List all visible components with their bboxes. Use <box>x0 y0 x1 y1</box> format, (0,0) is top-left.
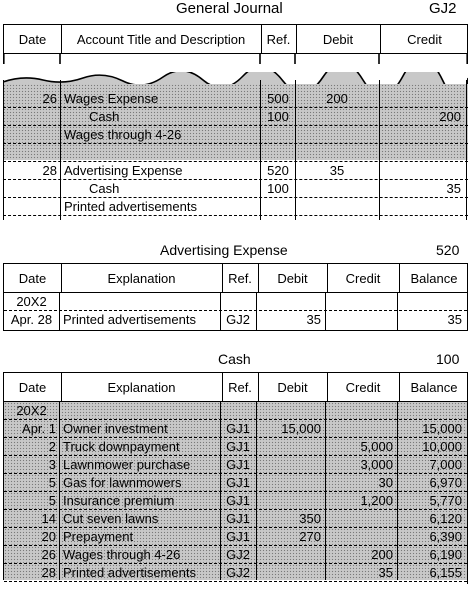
journal-date: 26 <box>42 91 57 106</box>
cash-row <box>4 456 467 474</box>
cash-ref: GJ2 <box>226 547 250 562</box>
cash-date: 2 <box>48 439 56 454</box>
journal-debit <box>295 180 379 198</box>
advertising-ref: GJ2 <box>226 312 250 327</box>
journal-date: 28 <box>42 163 57 178</box>
journal-credit <box>379 144 461 162</box>
cash-date: 20 <box>41 529 56 544</box>
cash-ref: GJ2 <box>226 565 250 580</box>
cash-balance: 6,155 <box>429 565 462 580</box>
cash-date: 5 <box>48 475 56 490</box>
cash-balance: 15,000 <box>422 421 462 436</box>
journal-account: Wages through 4-26 <box>64 127 182 142</box>
cash-debit <box>256 564 321 582</box>
cash-explanation <box>63 402 219 420</box>
journal-ref <box>261 126 295 144</box>
journal-page-ref: GJ2 <box>429 0 457 17</box>
cash-ref: GJ1 <box>226 493 250 508</box>
journal-date <box>3 108 57 126</box>
cash-ref: GJ1 <box>226 457 250 472</box>
cash-credit <box>325 510 393 528</box>
journal-account: Wages Expense <box>64 91 159 106</box>
cash-explanation: Truck downpayment <box>63 439 180 454</box>
journal-header-row <box>3 24 468 54</box>
cash-date: 20X2 <box>16 403 47 418</box>
cash-credit <box>325 402 393 420</box>
cash-row <box>4 438 467 456</box>
cash-ref <box>220 402 256 420</box>
cash-debit <box>256 438 321 456</box>
advertising-date: 20X2 <box>16 294 47 309</box>
journal-header-ref: Ref. <box>266 31 291 47</box>
advertising-ref <box>220 293 256 311</box>
cash-row <box>4 510 467 528</box>
advertising-balance: 35 <box>447 312 462 327</box>
advertising-balance <box>397 293 462 311</box>
journal-rows <box>3 90 468 220</box>
cash-header-explanation: Explanation <box>107 379 176 395</box>
cash-explanation: Insurance premium <box>63 493 175 508</box>
journal-debit <box>295 198 379 216</box>
cash-credit: 200 <box>371 547 393 562</box>
advertising-body <box>3 293 468 331</box>
cash-date: 5 <box>48 493 56 508</box>
advertising-explanation: Printed advertisements <box>63 312 196 327</box>
journal-row <box>3 108 468 126</box>
journal-row <box>3 162 468 180</box>
journal-account: Advertising Expense <box>64 163 183 178</box>
advertising-row <box>4 293 467 311</box>
journal-credit <box>379 90 461 108</box>
cash-balance <box>397 402 462 420</box>
cash-explanation: Lawnmower purchase <box>63 457 191 472</box>
journal-account: Cash <box>89 109 120 124</box>
cash-credit: 30 <box>378 475 393 490</box>
cash-header-balance: Balance <box>410 379 458 395</box>
cash-explanation: Owner investment <box>63 421 168 436</box>
cash-explanation: Cut seven lawns <box>63 511 159 526</box>
journal-row <box>3 90 468 108</box>
cash-header-credit: Credit <box>345 379 381 395</box>
advertising-row <box>4 311 467 329</box>
cash-debit: 350 <box>299 511 321 526</box>
cash-debit: 15,000 <box>281 421 321 436</box>
cash-credit: 1,200 <box>360 493 393 508</box>
journal-header-account: Account Title and Description <box>76 31 246 47</box>
cash-row <box>4 564 467 582</box>
cash-credit: 35 <box>378 565 393 580</box>
journal-header-date: Date <box>18 31 47 47</box>
journal-ref: 520 <box>267 163 289 178</box>
cash-row <box>4 420 467 438</box>
advertising-title: Advertising Expense <box>160 242 288 258</box>
journal-date <box>3 180 57 198</box>
journal-ref: 500 <box>267 91 289 106</box>
cash-date: Apr. 1 <box>22 421 56 436</box>
advertising-debit <box>256 293 321 311</box>
cash-row <box>4 492 467 510</box>
advertising-date: Apr. 28 <box>10 312 53 327</box>
cash-date: 14 <box>41 511 56 526</box>
cash-date: 3 <box>48 457 56 472</box>
cash-ref: GJ1 <box>226 439 250 454</box>
journal-ref <box>261 144 295 162</box>
cash-ref: GJ1 <box>226 511 250 526</box>
advertising-header-balance: Balance <box>410 270 458 286</box>
cash-credit <box>325 528 393 546</box>
advertising-debit: 35 <box>306 312 321 327</box>
cash-row <box>4 528 467 546</box>
cash-date: 26 <box>41 547 56 562</box>
cash-balance: 7,000 <box>429 457 462 472</box>
cash-row <box>4 474 467 492</box>
cash-balance: 6,190 <box>429 547 462 562</box>
cash-row <box>4 402 467 420</box>
cash-body <box>3 402 468 584</box>
advertising-header-ref: Ref. <box>228 270 252 286</box>
cash-debit <box>256 456 321 474</box>
advertising-account-no: 520 <box>436 242 460 258</box>
advertising-credit <box>325 293 393 311</box>
cash-balance: 6,390 <box>429 529 462 544</box>
journal-date <box>3 144 57 162</box>
cash-balance: 6,120 <box>429 511 462 526</box>
journal-credit <box>379 162 461 180</box>
cash-debit <box>256 546 321 564</box>
cash-debit: 270 <box>299 529 321 544</box>
journal-row <box>3 144 468 162</box>
cash-debit <box>256 492 321 510</box>
journal-credit: 200 <box>439 109 461 124</box>
journal-ref <box>261 198 295 216</box>
journal-header-debit: Debit <box>322 31 354 47</box>
cash-balance: 6,970 <box>429 475 462 490</box>
advertising-header-credit: Credit <box>345 270 381 286</box>
cash-title: Cash <box>218 351 251 367</box>
journal-header-credit: Credit <box>407 31 442 47</box>
journal-debit <box>295 144 379 162</box>
advertising-header-debit: Debit <box>277 270 308 286</box>
cash-explanation: Printed advertisements <box>63 565 196 580</box>
cash-explanation: Prepayment <box>63 529 134 544</box>
cash-header-row <box>3 372 468 402</box>
advertising-header-row <box>3 263 468 293</box>
journal-row <box>3 198 468 216</box>
advertising-header-explanation: Explanation <box>107 270 176 286</box>
cash-explanation: Wages through 4-26 <box>63 547 181 562</box>
journal-account: Printed advertisements <box>64 199 197 214</box>
cash-balance: 5,770 <box>429 493 462 508</box>
cash-credit <box>325 420 393 438</box>
journal-debit: 35 <box>329 163 345 178</box>
cash-debit <box>256 402 321 420</box>
cash-debit <box>256 474 321 492</box>
advertising-credit <box>325 311 393 329</box>
cash-header-date: Date <box>18 379 47 395</box>
journal-credit: 35 <box>446 181 461 196</box>
journal-credit <box>379 198 461 216</box>
cash-credit: 3,000 <box>360 457 393 472</box>
journal-date <box>3 198 57 216</box>
journal-row <box>3 180 468 198</box>
cash-ref: GJ1 <box>226 529 250 544</box>
journal-ref: 100 <box>267 109 289 124</box>
cash-row <box>4 546 467 564</box>
journal-row <box>3 126 468 144</box>
journal-account: Cash <box>89 181 120 196</box>
advertising-header-date: Date <box>18 270 47 286</box>
journal-debit <box>295 126 379 144</box>
journal-ref: 100 <box>267 181 289 196</box>
cash-header-debit: Debit <box>277 379 308 395</box>
journal-account <box>64 144 258 162</box>
cash-account-no: 100 <box>436 351 460 367</box>
cash-balance: 10,000 <box>422 439 462 454</box>
journal-column-stubs <box>0 54 471 74</box>
cash-explanation: Gas for lawnmowers <box>63 475 182 490</box>
journal-debit: 200 <box>326 91 348 106</box>
journal-debit <box>295 108 379 126</box>
cash-header-ref: Ref. <box>228 379 252 395</box>
journal-title: General Journal <box>176 0 283 17</box>
cash-ref: GJ1 <box>226 475 250 490</box>
cash-ref: GJ1 <box>226 421 250 436</box>
cash-date: 28 <box>41 565 56 580</box>
cash-credit: 5,000 <box>360 439 393 454</box>
journal-credit <box>379 126 461 144</box>
journal-date <box>3 126 57 144</box>
advertising-explanation <box>63 293 219 311</box>
